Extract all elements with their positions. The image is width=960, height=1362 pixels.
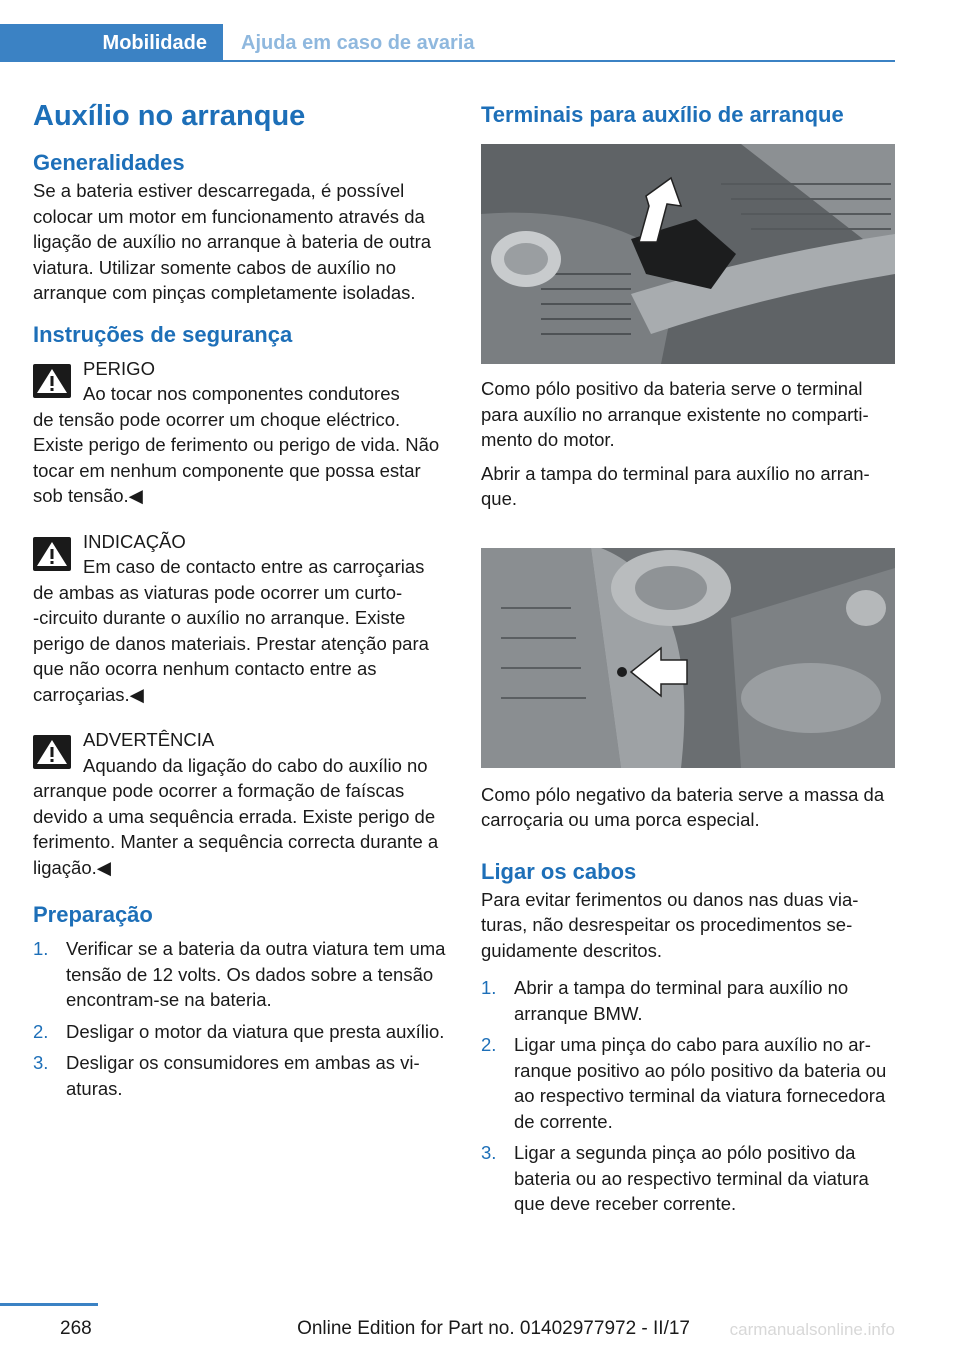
warning-label: INDICAÇÃO xyxy=(83,530,186,552)
page-number: 268 xyxy=(60,1318,92,1339)
engine-bay-illustration xyxy=(481,144,895,364)
page-title: Auxílio no arranque xyxy=(33,100,306,132)
footer-rule xyxy=(0,1303,98,1306)
generalities-heading: Generalidades xyxy=(33,150,185,175)
edition-note: Online Edition for Part no. 01402977972 - II/17 xyxy=(297,1318,690,1339)
preparation-heading: Preparação xyxy=(33,902,153,927)
warning-body: de ambas as viaturas pode ocorrer um curto-‑circuito durante o auxílio no arranque. Existe perigo de danos materiais. Prestar atenção para que não ocorra nenhum contacto entre as carroçarias.◀ xyxy=(33,581,429,705)
connect-intro-text: Para evitar ferimentos ou danos nas duas viaturas, não desrespeitar os procedimentos seguidamente descritos. xyxy=(481,888,859,961)
connect-heading: Ligar os cabos xyxy=(481,858,637,884)
list-item: 2. Desligar o motor da viatura que presta auxílio. xyxy=(33,1020,445,1042)
left-column xyxy=(33,96,448,1107)
list-item: 1. Verificar se a bateria da outra viatura tem uma tensão de 12 volts. Os dados sobre a tensão encontram-se na bateria. xyxy=(33,938,446,1010)
right-column xyxy=(481,100,896,1223)
warning-caution xyxy=(33,727,448,880)
generalities-text: Se a bateria estiver descarregada, é possível colocar um motor em funcionamento através da ligação de auxílio no arranque à bateria de outra viatura. Utilizar somente cabos de auxílio no arranque com pinças completamente isoladas. xyxy=(33,180,432,303)
warning-triangle-icon xyxy=(33,735,71,769)
warning-danger xyxy=(33,356,448,509)
chapter-tab: Ajuda em caso de avaria xyxy=(241,31,475,54)
warning-body: de tensão pode ocorrer um choque eléctrico. Existe perigo de ferimento ou perigo de vida. Não tocar em nenhum componente que possa estar sob tensão.◀ xyxy=(33,408,440,506)
list-item: 3. Ligar a segunda pinça ao pólo positivo da bateria ou ao respectivo terminal da viatura que deve receber corrente. xyxy=(481,1142,869,1214)
page-header xyxy=(0,0,960,62)
warning-first-line: Aquando da ligação do cabo do auxílio no xyxy=(83,754,428,776)
warning-first-line: Ao tocar nos componentes condutores xyxy=(83,383,400,404)
warning-triangle-icon xyxy=(33,537,71,571)
engine-bay-positive-terminal-photo xyxy=(481,144,895,364)
negative-terminal-text: Como pólo negativo da bateria serve a massa da carroçaria ou uma porca especial. xyxy=(481,783,885,830)
list-item: 1. Abrir a tampa do terminal para auxílio no arranque BMW. xyxy=(481,977,849,1024)
warning-triangle-icon xyxy=(33,364,71,398)
warning-label: PERIGO xyxy=(83,357,155,379)
list-item: 2. Ligar uma pinça do cabo para auxílio no arranque positivo ao pólo positivo da bateria ou ao respectivo terminal da viatura fornecedora de corrente. xyxy=(481,1034,887,1132)
header-rule xyxy=(223,60,895,62)
engine-bay-negative-terminal-photo xyxy=(481,548,895,768)
safety-heading: Instruções de segurança xyxy=(33,321,293,347)
warning-body: arranque pode ocorrer a formação de faíscas devido a uma sequência errada. Existe perigo de ferimento. Manter a sequência correcta durante a ligação.◀ xyxy=(33,780,439,878)
warning-label: ADVERTÊNCIA xyxy=(83,729,215,750)
open-cover-text: Abrir a tampa do terminal para auxílio no arranque. xyxy=(481,462,870,509)
list-item: 3. Desligar os consumidores em ambas as viaturas. xyxy=(33,1052,420,1099)
engine-bay-illustration xyxy=(481,548,895,768)
watermark: carmanualsonline.info xyxy=(729,1320,895,1339)
positive-terminal-text: Como pólo positivo da bateria serve o terminal para auxílio no arranque existente no compartimento do motor. xyxy=(481,378,869,450)
preparation-steps xyxy=(33,936,448,1101)
section-tab: Mobilidade xyxy=(0,24,223,62)
warning-first-line: Em caso de contacto entre as carroçarias xyxy=(83,556,425,577)
connect-steps xyxy=(481,975,896,1217)
terminals-heading: Terminais para auxílio de arranque xyxy=(481,102,844,127)
warning-notice xyxy=(33,529,448,708)
